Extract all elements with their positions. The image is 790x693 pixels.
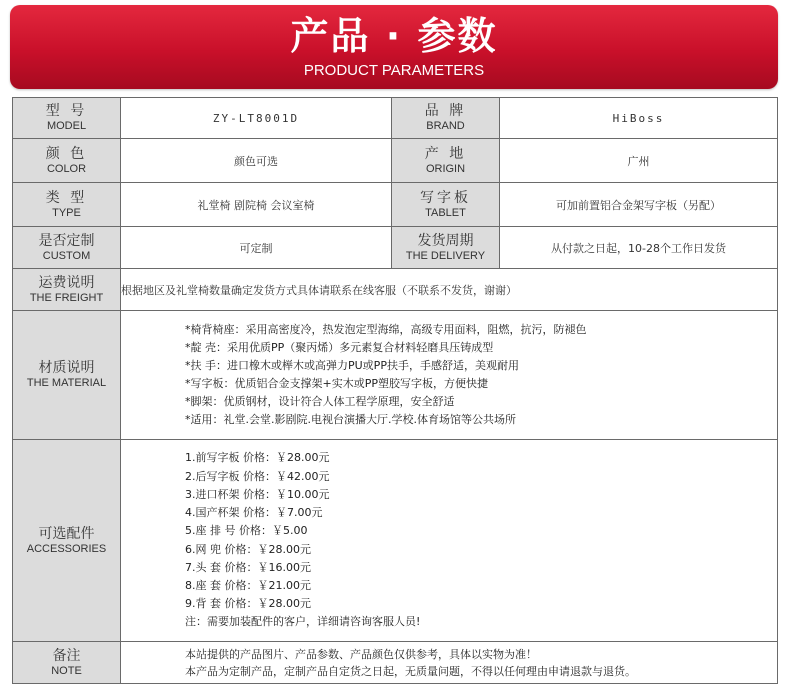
accessories-label: 可选配件 ACCESSORIES: [13, 440, 121, 642]
note-label: 备注 NOTE: [13, 642, 121, 684]
table-row: [13, 642, 778, 684]
accessory-item: 9.背 套 价格：￥28.00元: [185, 597, 311, 611]
table-row: [13, 183, 778, 227]
brand-value: HiBoss: [500, 98, 778, 139]
brand-label: 品 牌 BRAND: [392, 98, 500, 139]
accessory-item: 2.后写字板 价格：￥42.00元: [185, 469, 330, 483]
table-row: [13, 311, 778, 440]
accessory-item: 1.前写字板 价格：￥28.00元: [185, 451, 330, 465]
accessory-item: 4.国产杯架 价格：￥7.00元: [185, 506, 323, 520]
delivery-value: 从付款之日起，10-28个工作日发货: [500, 227, 778, 269]
material-label: 材质说明 THE MATERIAL: [13, 311, 121, 440]
page-subtitle: PRODUCT PARAMETERS: [303, 62, 485, 79]
parameters-table: [12, 97, 778, 684]
note-value: [121, 642, 778, 684]
table-row: [13, 139, 778, 183]
note-line: 本产品为定制产品，定制产品自定货之日起，无质量问题，不得以任何理由申请退款与退货。: [185, 664, 636, 678]
material-line: *靛 壳：采用优质PP（聚丙烯）多元素复合材料轻磨具压铸成型: [185, 341, 494, 354]
material-line: *椅背椅座：采用高密度冷，热发泡定型海绵，高级专用面料，阻燃，抗污，防褪色: [185, 323, 587, 336]
accessory-item: 7.头 套 价格：￥16.00元: [185, 560, 311, 574]
accessory-item: 5.座 排 号 价格：￥5.00: [185, 524, 308, 538]
note-line: 本站提供的产品图片、产品参数、产品颜色仅供参考，具体以实物为准！: [185, 647, 537, 661]
model-value: ZY-LT8001D: [121, 98, 392, 139]
accessory-item: 6.网 兜 价格：￥28.00元: [185, 542, 311, 556]
accessory-item: 3.进口杯架 价格：￥10.00元: [185, 487, 330, 501]
origin-label: 产 地 ORIGIN: [392, 139, 500, 183]
freight-label: 运费说明 THE FREIGHT: [13, 269, 121, 311]
table-row: [13, 440, 778, 642]
freight-value: 根据地区及礼堂椅数量确定发货方式具体请联系在线客服（不联系不发货，谢谢）: [121, 269, 778, 311]
tablet-value: 可加前置铝合金架写字板（另配）: [500, 183, 778, 227]
origin-value: 广州: [500, 139, 778, 183]
type-label: 类 型 TYPE: [13, 183, 121, 227]
table-row: [13, 227, 778, 269]
color-value: 颜色可选: [121, 139, 392, 183]
accessories-value: [121, 440, 778, 642]
table-row: [13, 269, 778, 311]
custom-value: 可定制: [121, 227, 392, 269]
material-line: *扶 手：进口橡木或榉木或高弹力PU或PP扶手，手感舒适，美观耐用: [185, 359, 519, 372]
material-line: *脚架：优质钢材，设计符合人体工程学原理，安全舒适: [185, 395, 455, 408]
material-line: *适用：礼堂.会堂.影剧院.电视台演播大厅.学校.体育场馆等公共场所: [185, 413, 516, 426]
accessory-note: 注：需要加装配件的客户，详细请咨询客服人员!: [185, 615, 421, 629]
model-label: 型 号 MODEL: [13, 98, 121, 139]
delivery-label: 发货周期 THE DELIVERY: [392, 227, 500, 269]
tablet-label: 写字板 TABLET: [392, 183, 500, 227]
page-title: 产品 · 参数: [290, 14, 498, 58]
accessory-item: 8.座 套 价格：￥21.00元: [185, 578, 311, 592]
type-value: 礼堂椅 剧院椅 会议室椅: [121, 183, 392, 227]
header-banner: [10, 5, 778, 89]
custom-label: 是否定制 CUSTOM: [13, 227, 121, 269]
color-label: 颜 色 COLOR: [13, 139, 121, 183]
table-row: [13, 98, 778, 139]
material-value: [121, 311, 778, 440]
material-line: *写字板：优质铝合金支撑架+实木或PP塑胶写字板，方便快捷: [185, 377, 488, 390]
